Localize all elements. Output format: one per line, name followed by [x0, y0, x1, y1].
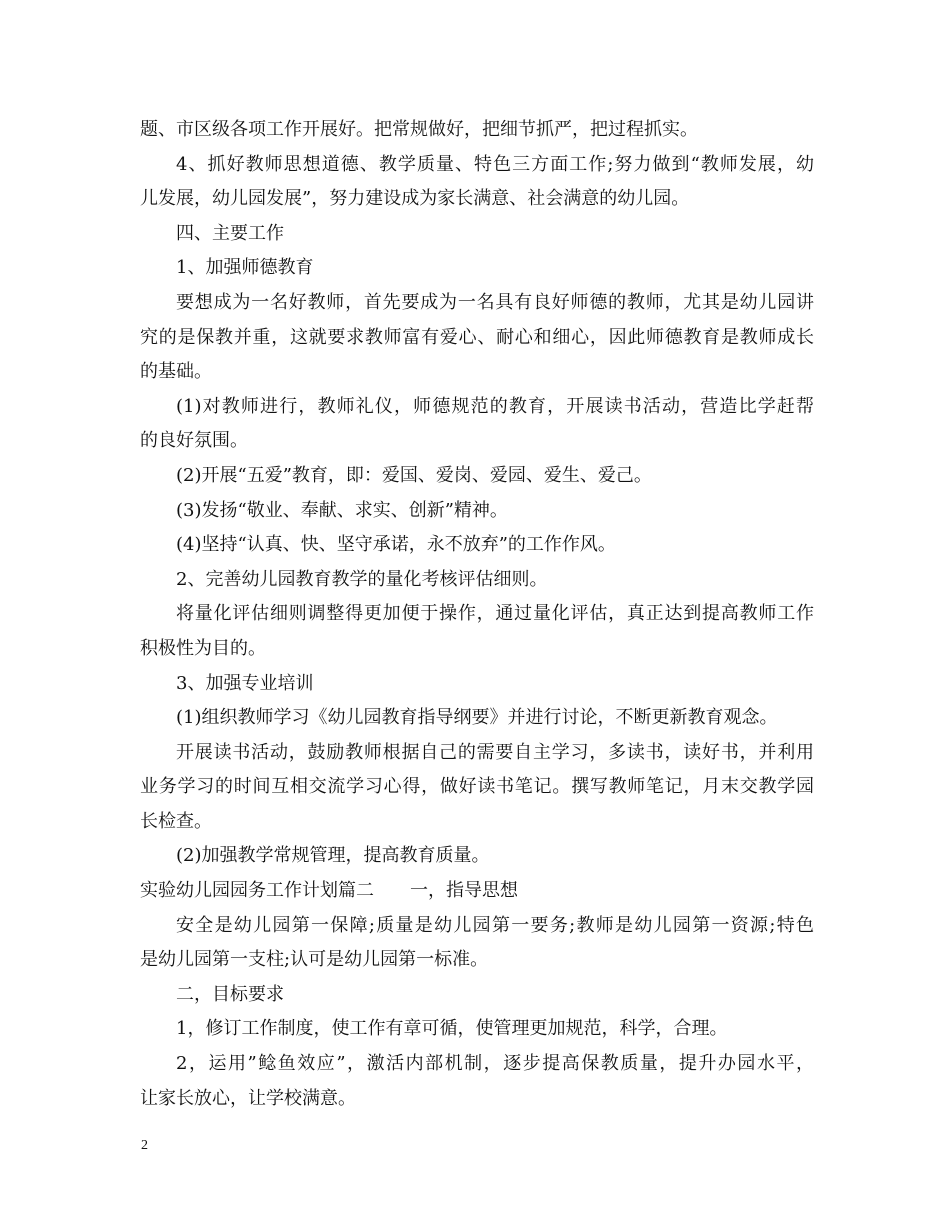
text-line: 4、抓好教师思想道德、教学质量、特色三方面工作;努力做到“教师发展，幼	[176, 153, 814, 175]
text-line: 题、市区级各项工作开展好。把常规做好，把细节抓严，把过程抓实。	[140, 119, 698, 140]
text-line: 开展读书活动，鼓励教师根据自己的需要自主学习，多读书，读好书，并利用	[176, 741, 814, 763]
text-line: 2，运用”鲶鱼效应”，激活内部机制，逐步提高保教质量，提升办园水平，	[176, 1053, 814, 1075]
text-line: (2)开展“五爱”教育，即：爱国、爱岗、爱园、爱生、爱己。	[176, 464, 652, 486]
text-line: 要想成为一名好教师，首先要成为一名具有良好师德的教师，尤其是幼儿园讲	[176, 291, 814, 313]
text-line: 业务学习的时间互相交流学习心得，做好读书笔记。撰写教师笔记，月末交教学园	[140, 776, 814, 798]
text-line: 将量化评估细则调整得更加便于操作，通过量化评估，真正达到提高教师工作	[176, 603, 814, 625]
text-line: 1、加强师德教育	[176, 257, 314, 279]
text-line: 究的是保教并重，这就要求教师富有爱心、耐心和细心，因此师德教育是教师成长	[140, 326, 814, 348]
text-line: 的基础。	[140, 361, 212, 383]
text-line: (1)对教师进行，教师礼仪，师德规范的教育，开展读书活动，营造比学赶帮	[176, 395, 814, 417]
text-line: 让家长放心，让学校满意。	[140, 1087, 356, 1109]
text-line: 2、完善幼儿园教育教学的量化考核评估细则。	[176, 568, 548, 590]
text-line: 是幼儿园第一支柱;认可是幼儿园第一标准。	[140, 949, 489, 971]
text-line: (2)加强教学常规管理，提高教育质量。	[176, 845, 490, 867]
text-line: 长检查。	[140, 810, 212, 832]
page-number: 2	[141, 1138, 148, 1153]
text-line: 儿发展，幼儿园发展”，努力建设成为家长满意、社会满意的幼儿园。	[140, 188, 690, 210]
text-line: (4)坚持“认真、快、坚守承诺，永不放弃”的工作作风。	[176, 534, 616, 556]
text-line: 的良好氛围。	[140, 430, 248, 452]
document-body	[140, 113, 814, 1116]
text-line: 3、加强专业培训	[176, 672, 314, 694]
text-line: (1)组织教师学习《幼儿园教育指导纲要》并进行讨论，不断更新教育观念。	[176, 707, 778, 729]
text-line: 安全是幼儿园第一保障;质量是幼儿园第一要务;教师是幼儿园第一资源;特色	[176, 914, 814, 936]
text-line: (3)发扬“敬业、奉献、求实、创新”精神。	[176, 499, 508, 521]
text-line: 四、主要工作	[176, 222, 284, 244]
text-line: 积极性为目的。	[140, 637, 266, 659]
text-line: 实验幼儿园园务工作计划篇二 一，指导思想	[140, 880, 518, 902]
text-line: 二，目标要求	[176, 983, 284, 1005]
text-line: 1，修订工作制度，使工作有章可循，使管理更加规范，科学，合理。	[176, 1018, 728, 1040]
